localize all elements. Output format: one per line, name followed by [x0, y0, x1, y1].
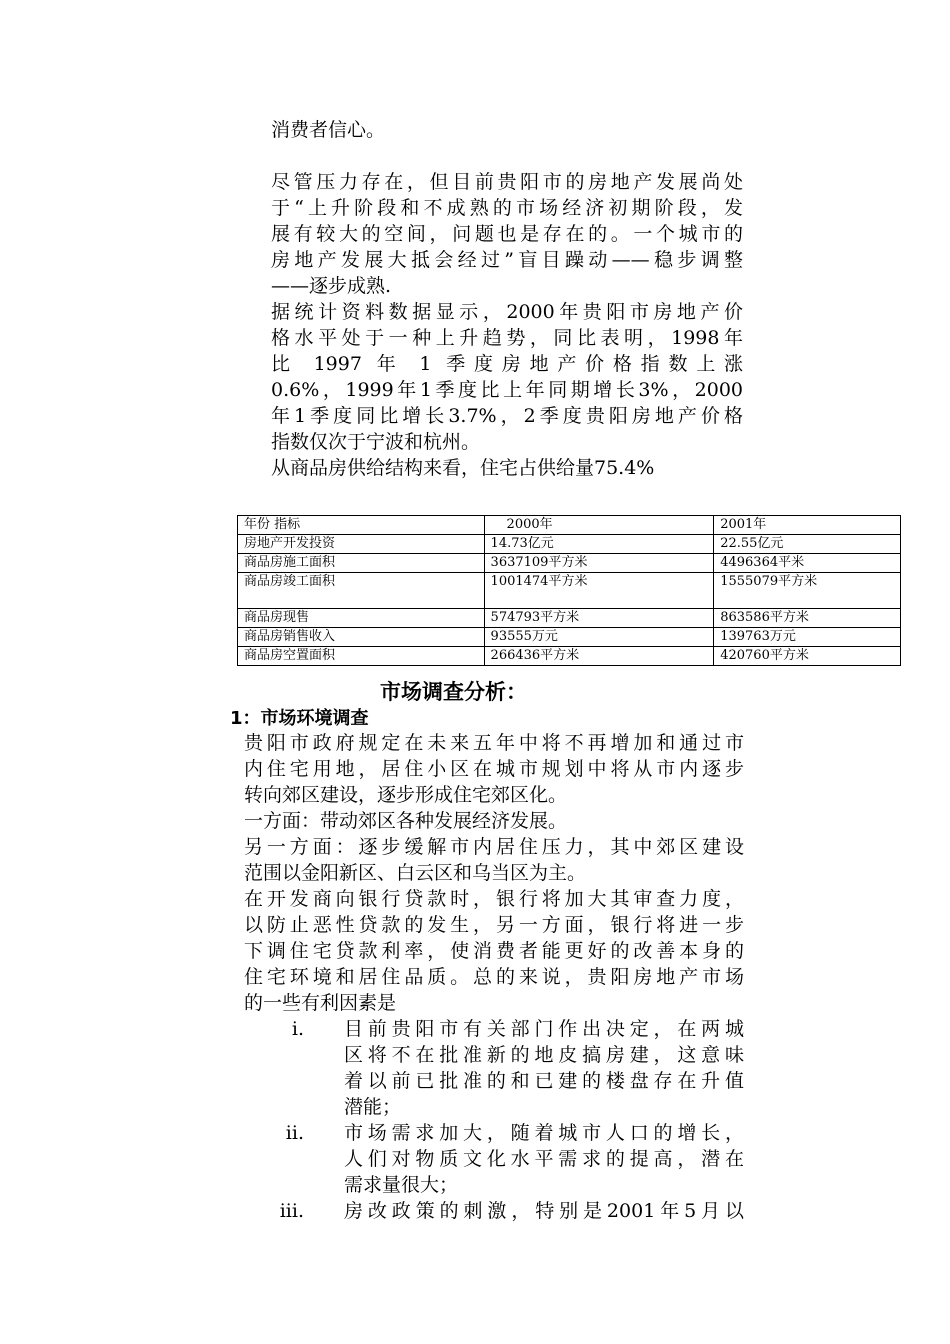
paragraph-line: 比 1997 年 1 季度房地产价格指数上涨: [271, 353, 743, 375]
table-cell: 商品房竣工面积: [238, 573, 485, 609]
paragraph-line: 一方面：带动郊区各种发展经济发展。: [244, 810, 568, 832]
list-item-line: 人们对物质文化水平需求的提高，潜在: [344, 1148, 744, 1170]
table-row: [238, 573, 901, 609]
intro-text: [271, 117, 743, 143]
table-cell: 266436平方米: [484, 647, 714, 666]
paragraph-line: 内住宅用地，居住小区在城市规划中将从市内逐步: [244, 758, 744, 780]
list-item-number: ii.: [285, 1122, 304, 1144]
list-item-line: 需求量很大；: [344, 1174, 459, 1196]
table-cell: 14.73亿元: [484, 535, 714, 554]
list-item-number: iii.: [279, 1200, 304, 1222]
paragraph-line: 于“上升阶段和不成熟的市场经济初期阶段，发: [271, 197, 743, 219]
paragraph-line: 0.6%，1999年1季度比上年同期增长3%，2000: [271, 379, 743, 401]
list-item-line: 区将不在批准新的地皮搞房建，这意味: [344, 1044, 744, 1066]
section-paragraph-1: [244, 730, 744, 808]
paragraph-line: 指数仅次于宁波和杭州。: [271, 431, 481, 453]
paragraph-line: 以防止恶性贷款的发生，另一方面，银行将进一步: [244, 914, 744, 936]
list-item-number: i.: [291, 1018, 304, 1040]
table-cell: 22.55亿元: [714, 535, 901, 554]
intro-paragraph-2: [271, 299, 743, 455]
section-paragraph-4: [244, 886, 744, 1016]
list-item-line: 潜能；: [344, 1096, 402, 1118]
section-paragraph-2: [244, 808, 744, 834]
paragraph-line: 房地产发展大抵会经过”盲目躁动——稳步调整: [271, 249, 743, 271]
paragraph-line: 转向郊区建设，逐步形成住宅郊区化。: [244, 784, 568, 806]
paragraph-line: 贵阳市政府规定在未来五年中将不再增加和通过市: [244, 732, 744, 754]
table-header-row: [238, 516, 901, 535]
paragraph-line: 格水平处于一种上升趋势，同比表明，1998年: [271, 327, 743, 349]
paragraph-line: 另一方面：逐步缓解市内居住压力，其中郊区建设: [244, 836, 744, 858]
table-row: [238, 609, 901, 628]
table-cell: 3637109平方米: [484, 554, 714, 573]
section-subtitle: 1：市场环境调查: [230, 708, 369, 729]
list-item-line: 目前贵阳市有关部门作出决定，在两城: [344, 1018, 744, 1040]
statistics-table: [237, 515, 901, 666]
table-cell: 4496364平米: [714, 554, 901, 573]
table-cell: 420760平方米: [714, 647, 901, 666]
table-header-cell: 2001年: [714, 516, 901, 535]
table-cell: 1001474平方米: [484, 573, 714, 609]
intro-line: 消费者信心。: [271, 119, 386, 141]
table-row: [238, 628, 901, 647]
paragraph-line: 展有较大的空间，问题也是存在的。一个城市的: [271, 223, 743, 245]
paragraph-line: ——逐步成熟.: [271, 275, 392, 297]
table-cell: 商品房销售收入: [238, 628, 485, 647]
list-item-line: 着以前已批准的和已建的楼盘存在升值: [344, 1070, 744, 1092]
paragraph-line: 在开发商向银行贷款时，银行将加大其审查力度，: [244, 888, 744, 910]
list-item: [344, 1016, 744, 1120]
paragraph-line: 尽管压力存在，但目前贵阳市的房地产发展尚处: [271, 171, 743, 193]
section-paragraph-3: [244, 834, 744, 886]
section-title: 市场调查分析：: [380, 680, 527, 704]
list-item-line: 房改政策的刺激，特别是2001年5月以: [344, 1200, 744, 1222]
table-cell: 1555079平方米: [714, 573, 901, 609]
table-cell: 139763万元: [714, 628, 901, 647]
paragraph-line: 据统计资料数据显示，2000年贵阳市房地产价: [271, 301, 743, 323]
intro-paragraph-3: [271, 455, 743, 481]
paragraph-line: 从商品房供给结构来看，住宅占供给量75.4%: [271, 457, 655, 479]
paragraph-line: 的一些有利因素是: [244, 992, 397, 1014]
list-item: [344, 1198, 744, 1224]
table-cell: 574793平方米: [484, 609, 714, 628]
intro-paragraph-1: [271, 169, 743, 299]
table-cell: 93555万元: [484, 628, 714, 647]
table-cell: 房地产开发投资: [238, 535, 485, 554]
table-header-cell: 年份 指标: [238, 516, 485, 535]
list-item: [344, 1120, 744, 1198]
paragraph-line: 年1季度同比增长3.7%，2季度贵阳房地产价格: [271, 405, 743, 427]
table-cell: 商品房空置面积: [238, 647, 485, 666]
table-row: [238, 647, 901, 666]
table-cell: 863586平方米: [714, 609, 901, 628]
paragraph-line: 范围以金阳新区、白云区和乌当区为主。: [244, 862, 587, 884]
list-item-line: 市场需求加大，随着城市人口的增长，: [344, 1122, 744, 1144]
paragraph-line: 下调住宅贷款利率，使消费者能更好的改善本身的: [244, 940, 744, 962]
table-cell: 商品房施工面积: [238, 554, 485, 573]
table-row: [238, 535, 901, 554]
table-header-cell: 2000年: [484, 516, 714, 535]
paragraph-line: 住宅环境和居住品质。总的来说，贵阳房地产市场: [244, 966, 744, 988]
table-row: [238, 554, 901, 573]
table-cell: 商品房现售: [238, 609, 485, 628]
